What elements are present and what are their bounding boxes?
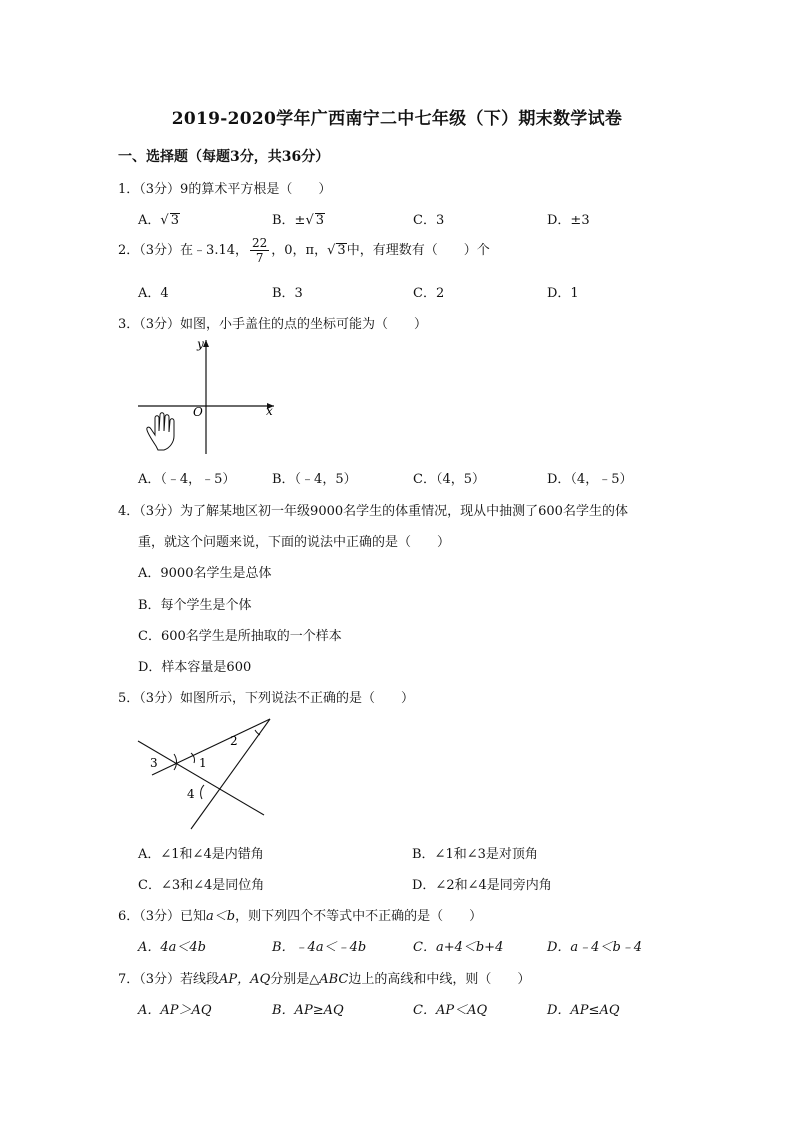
q6-option-a: A．4a＜4b xyxy=(138,940,207,955)
q4-option-c: C．600名学生是所抽取的一个样本 xyxy=(138,629,342,644)
q2-option-b: B．3 xyxy=(272,286,303,301)
q6-option-b: B．﹣4a＜﹣4b xyxy=(272,940,367,955)
angle-3-label: 3 xyxy=(150,756,158,770)
q5-option-b: B．∠1和∠3是对顶角 xyxy=(412,847,538,862)
q3-option-b: B．（﹣4，5） xyxy=(272,472,357,487)
question-2-stem: 2．（3分）在﹣3.14， $\frac{22}{7}$ ，0，π，√ 3中，有理数有（ ）个 xyxy=(118,236,490,265)
q5-option-a: A．∠1和∠4是内错角 xyxy=(138,847,264,862)
question-7-stem: 7．（3分）若线段AP，AQ分别是△ABC边上的高线和中线，则（ ） xyxy=(118,972,531,987)
q1-option-b: B．±√ 3 xyxy=(272,213,325,228)
angles-figure xyxy=(136,713,286,833)
page-title: 2019-2020学年广西南宁二中七年级（下）期末数学试卷 xyxy=(171,109,623,129)
q3-option-d: D．（4，﹣5） xyxy=(547,472,633,487)
q7-option-c: C．AP＜AQ xyxy=(413,1003,488,1018)
coordinate-figure xyxy=(134,336,284,460)
question-3-stem: 3．（3分）如图，小手盖住的点的坐标可能为（ ） xyxy=(118,317,428,332)
q3-option-c: C．（4，5） xyxy=(413,472,485,487)
question-4-stem-line1: 4．（3分）为了解某地区初一年级9000名学生的体重情况，现从中抽测了600名学生的体 xyxy=(118,504,628,519)
q1-option-a: A．√ 3 xyxy=(138,213,179,228)
q2-option-a: A．4 xyxy=(138,286,169,301)
q4-option-d: D．样本容量是600 xyxy=(138,660,252,675)
q6-option-c: C．a+4＜b+4 xyxy=(413,940,504,955)
y-axis-label: y xyxy=(197,337,204,351)
q1-option-d: D．±3 xyxy=(547,213,590,228)
question-5-stem: 5．（3分）如图所示，下列说法不正确的是（ ） xyxy=(118,691,415,706)
origin-label: O xyxy=(193,405,203,419)
q6-option-d: D．a﹣4＜b﹣4 xyxy=(547,940,643,955)
q7-option-d: D．AP≤AQ xyxy=(547,1003,620,1018)
q7-option-b: B．AP≥AQ xyxy=(272,1003,344,1018)
question-6-stem: 6．（3分）已知a＜b，则下列四个不等式中不正确的是（ ） xyxy=(118,909,483,924)
q4-option-a: A．9000名学生是总体 xyxy=(138,566,272,581)
q4-option-b: B．每个学生是个体 xyxy=(138,598,252,613)
q3-option-a: A．（﹣4，﹣5） xyxy=(138,472,236,487)
hand-icon xyxy=(147,413,174,450)
angle-4-label: 4 xyxy=(187,787,195,801)
angle-1-label: 1 xyxy=(199,756,207,770)
fraction: $\frac{22}{7}$ xyxy=(252,236,268,265)
q5-option-d: D．∠2和∠4是同旁内角 xyxy=(412,878,552,893)
q5-option-c: C．∠3和∠4是同位角 xyxy=(138,878,265,893)
angle-2-label: 2 xyxy=(230,734,238,748)
section-heading: 一、选择题（每题3分，共36分） xyxy=(118,149,330,165)
q1-option-c: C．3 xyxy=(413,213,445,228)
x-axis-label: x xyxy=(266,404,273,418)
q2-option-c: C．2 xyxy=(413,286,445,301)
q2-option-d: D．1 xyxy=(547,286,579,301)
question-1-stem: 1．（3分）9的算术平方根是（ ） xyxy=(118,182,332,197)
question-4-stem-line2: 重，就这个问题来说，下面的说法中正确的是（ ） xyxy=(138,535,451,550)
q7-option-a: A．AP＞AQ xyxy=(138,1003,212,1018)
